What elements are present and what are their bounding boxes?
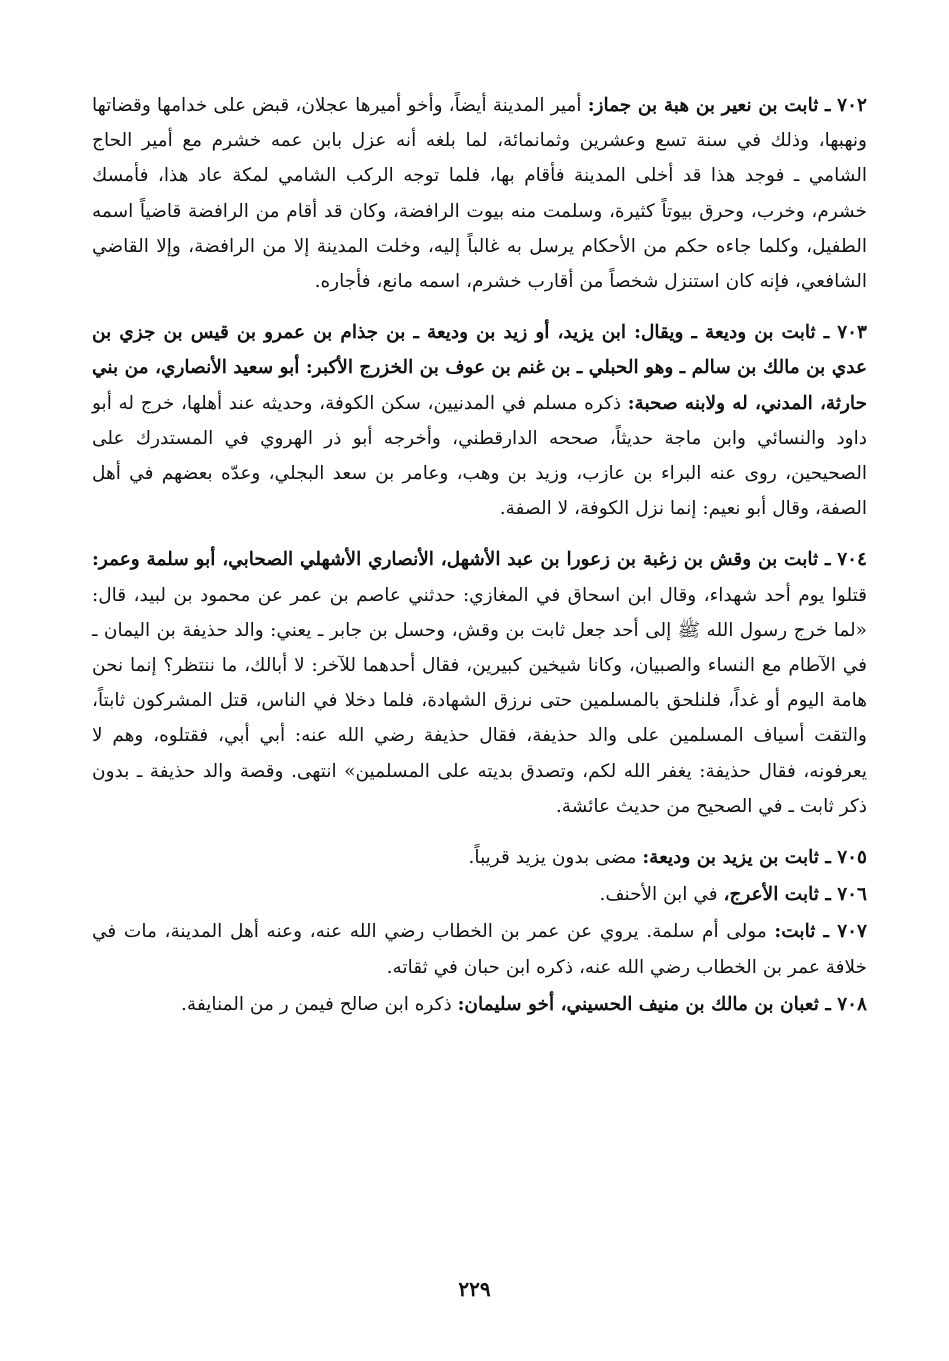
entry-heading: ٧٠٥ ـ ثابت بن يزيد بن وديعة: [642, 847, 867, 869]
entry-body: ذكره مسلم في المدنيين، سكن الكوفة، وحديثه عند أهلها، خرج له أبو داود والنسائي وابن ماجة حديثاً، صححه الدارقطني، وأخرجه أبو ذر الهروي في المستدرك على الصحيحين، روى عنه البراء بن عازب، وزيد بن وهب، وعامر بن سعد البجلي، وعدّه بعضهم في أهل الصفة، وقال أبو نعيم: إنما نزل الكوفة، لا الصفة. [92, 392, 867, 520]
entry-708 [92, 987, 867, 1022]
entry-body: في ابن الأحنف. [599, 884, 724, 906]
entry-706 [92, 877, 867, 912]
entry-707 [92, 914, 867, 984]
entry-heading: ٧٠٣ ـ ثابت بن وديعة ـ ويقال: ابن يزيد، أو زيد بن وديعة ـ بن جذام بن عمرو بن قيس بن جزي بن عدي بن مالك بن سالم ـ وهو الحبلي ـ بن غنم بن عوف بن الخزرج الأكبر: أبو سعيد الأنصاري، من بني حارثة، المدني، له ولابنه صحبة: [92, 322, 868, 414]
entry-704 [92, 542, 867, 824]
entry-heading: ٧٠٤ ـ ثابت بن وقش بن زغبة بن زعورا بن عبد الأشهل، الأنصاري الأشهلي الصحابي، أبو سلمة وعمر: [92, 549, 867, 571]
entry-body: مضى بدون يزيد قريباً. [468, 847, 643, 869]
entry-705 [92, 840, 867, 875]
entry-heading: ٧٠٧ ـ ثابت: [774, 921, 867, 943]
entry-heading: ٧٠٢ ـ ثابت بن نعير بن هبة بن جماز: [587, 95, 867, 116]
entry-heading: ٧٠٨ ـ ثعبان بن مالك بن منيف الحسيني، أخو سليمان: [457, 993, 867, 1015]
entry-702 [92, 88, 867, 299]
entry-703 [92, 315, 867, 526]
entry-body: قتلوا يوم أحد شهداء، وقال ابن اسحاق في المغازي: حدثني عاصم بن عمر عن محمود بن لبيد، قال: «لما خرج رسول الله ﷺ إلى أحد جعل ثابت بن وقش، وحسل بن جابر ـ يعني: والد حذيفة بن اليمان ـ في الآطام مع النساء والصبيان، وكانا شيخين كبيرين، فقال أحدهما للآخر: لا أبالك، ما ننتظر؟ إنما نحن هامة اليوم أو غداً، فلنلحق بالمسلمين حتى نرزق الشهادة، فلما دخلا في الناس، قتل المشركون ثابتاً، والتقت أسياف المسلمين على والد حذيفة، فقال حذيفة رضي الله عنه: أبي أبي، فقتلوه، وهم لا يعرفونه، فقال حذيفة: يغفر الله لكم، وتصدق بديته على المسلمين» انتهى. وقصة والد حذيفة ـ بدون ذكر ثابت ـ في الصحيح من حديث عائشة. [92, 584, 867, 817]
entry-body: أمير المدينة أيضاً، وأخو أميرها عجلان، قبض على خدامها وقضاتها ونهبها، وذلك في سنة تسع وعشرين وثمانمائة، لما بلغه أنه عزل بابن عمه خشرم مع أمير الحاج الشامي ـ فوجد هذا قد أخلى المدينة فأقام بها، فلما توجه الركب الشامي لمكة عاد هذا، فأمسك خشرم، وخرب، وحرق بيوتاً كثيرة، وسلمت منه بيوت الرافضة، وكان قد أقام من الرافضة قاضياً اسمه الطفيل، وكلما جاءه حكم من الأحكام يرسل به غالباً إليه، وخلت المدينة إلا من الرافضة، وإلا القاضي الشافعي، فإنه كان استنزل شخصاً من أقارب خشرم، اسمه مانع، فأجاره. [92, 95, 867, 293]
entry-body: ذكره ابن صالح فيمن ر من المنايفة. [181, 993, 458, 1015]
page-number: ٢٢٩ [458, 1277, 491, 1301]
entry-body: مولى أم سلمة. يروي عن عمر بن الخطاب رضي الله عنه، وعنه أهل المدينة، مات في خلافة عمر بن الخطاب رضي الله عنه، ذكره ابن حبان في ثقاته. [92, 921, 867, 978]
entry-heading: ٧٠٦ ـ ثابت الأعرج، [723, 884, 867, 906]
